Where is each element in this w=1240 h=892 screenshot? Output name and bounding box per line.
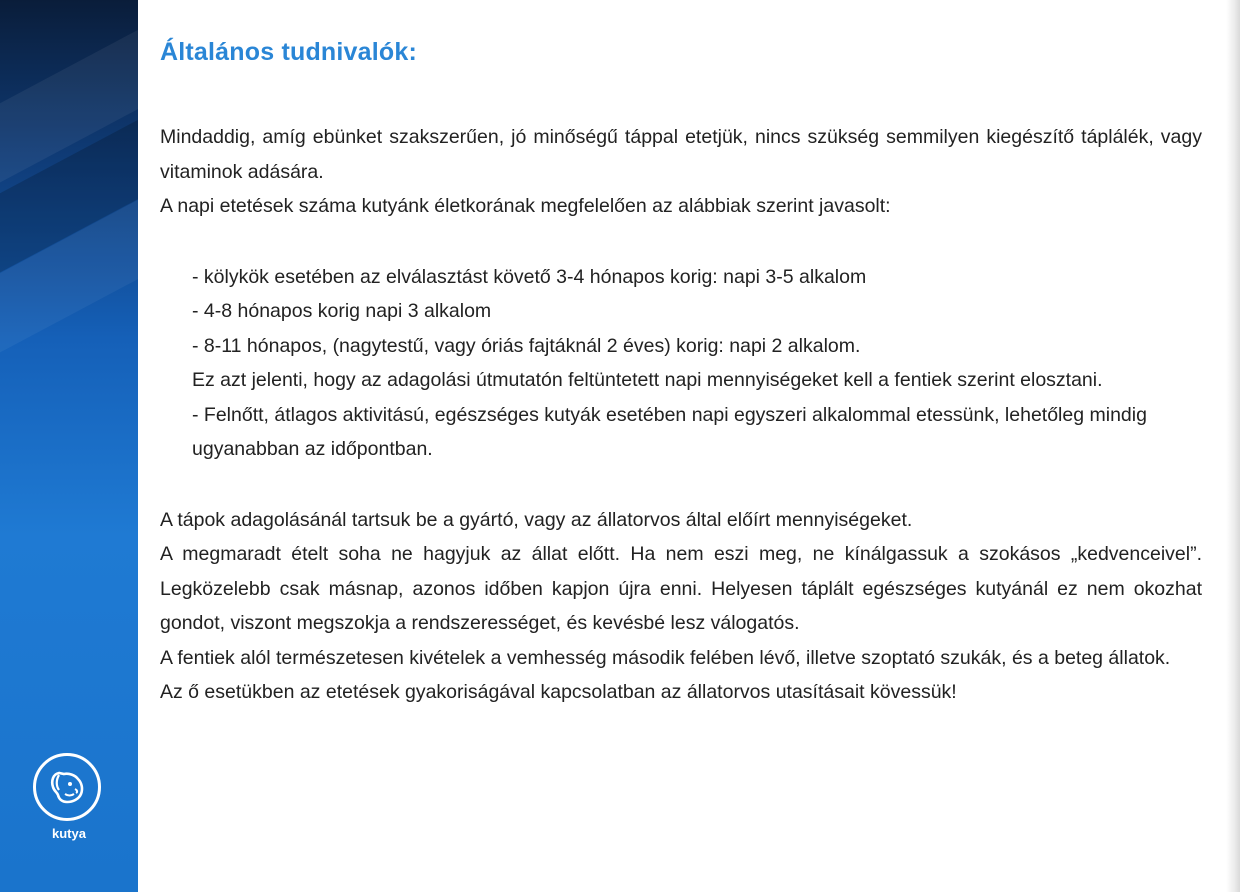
paragraph: A tápok adagolásánál tartsuk be a gyártó, vagy az állatorvos által előírt mennyiségeket. [160, 508, 913, 531]
document-body [160, 30, 1202, 710]
badge-label: kutya [52, 826, 86, 841]
page-title: Általános tudnivalók: [160, 38, 418, 66]
sidebar-band [0, 0, 138, 892]
paragraph: Az ő esetükben az etetések gyakoriságával kapcsolatban az állatorvos utasításait kövessük! [160, 681, 957, 703]
page-edge [1226, 0, 1240, 892]
paragraph: A megmaradt ételt soha ne hagyjuk az állat előtt. Ha nem eszi meg, ne kínálgassuk a szokásos „kedvenceivel”. Legközelebb csak másnap, azonos időben kapjon újra enni. Helyesen táplált egészséges kutyánál ez nem okozhat gondot, viszont megszokja a rendszerességet, és kevésbé lesz válogatós. [160, 543, 1202, 634]
list-item: - Felnőtt, átlagos aktivitású, egészséges kutyák esetében napi egyszeri alkalommal etessünk, lehetőleg mindig ugyanabban az időpontban. [192, 403, 1147, 460]
paragraph: A fentiek alól természetesen kivételek a vemhesség második felében lévő, illetve szoptató szukák, és a beteg állatok. [160, 646, 1171, 669]
dog-head-icon [45, 765, 89, 809]
intro-paragraph-2: A napi etetések száma kutyánk életkorának megfelelően az alábbiak szerint javasolt: [160, 195, 891, 217]
intro-paragraph: Mindaddig, amíg ebünket szakszerűen, jó minőségű táppal etetjük, nincs szükség semmilyen kiegészítő táplálék, vagy vitaminok adására. [160, 126, 1202, 183]
list-note: Ez azt jelenti, hogy az adagolási útmutatón feltüntetett napi mennyiségeket kell a fentiek szerint elosztani. [192, 369, 1103, 391]
feeding-list [160, 260, 1202, 467]
list-item: - 4-8 hónapos korig napi 3 alkalom [192, 300, 492, 322]
list-item: - 8-11 hónapos, (nagytestű, vagy óriás fajtáknál 2 éves) korig: napi 2 alkalom. [192, 334, 861, 357]
list-item: - kölykök esetében az elválasztást követő 3-4 hónapos korig: napi 3-5 alkalom [192, 265, 867, 288]
dog-badge [33, 753, 101, 821]
